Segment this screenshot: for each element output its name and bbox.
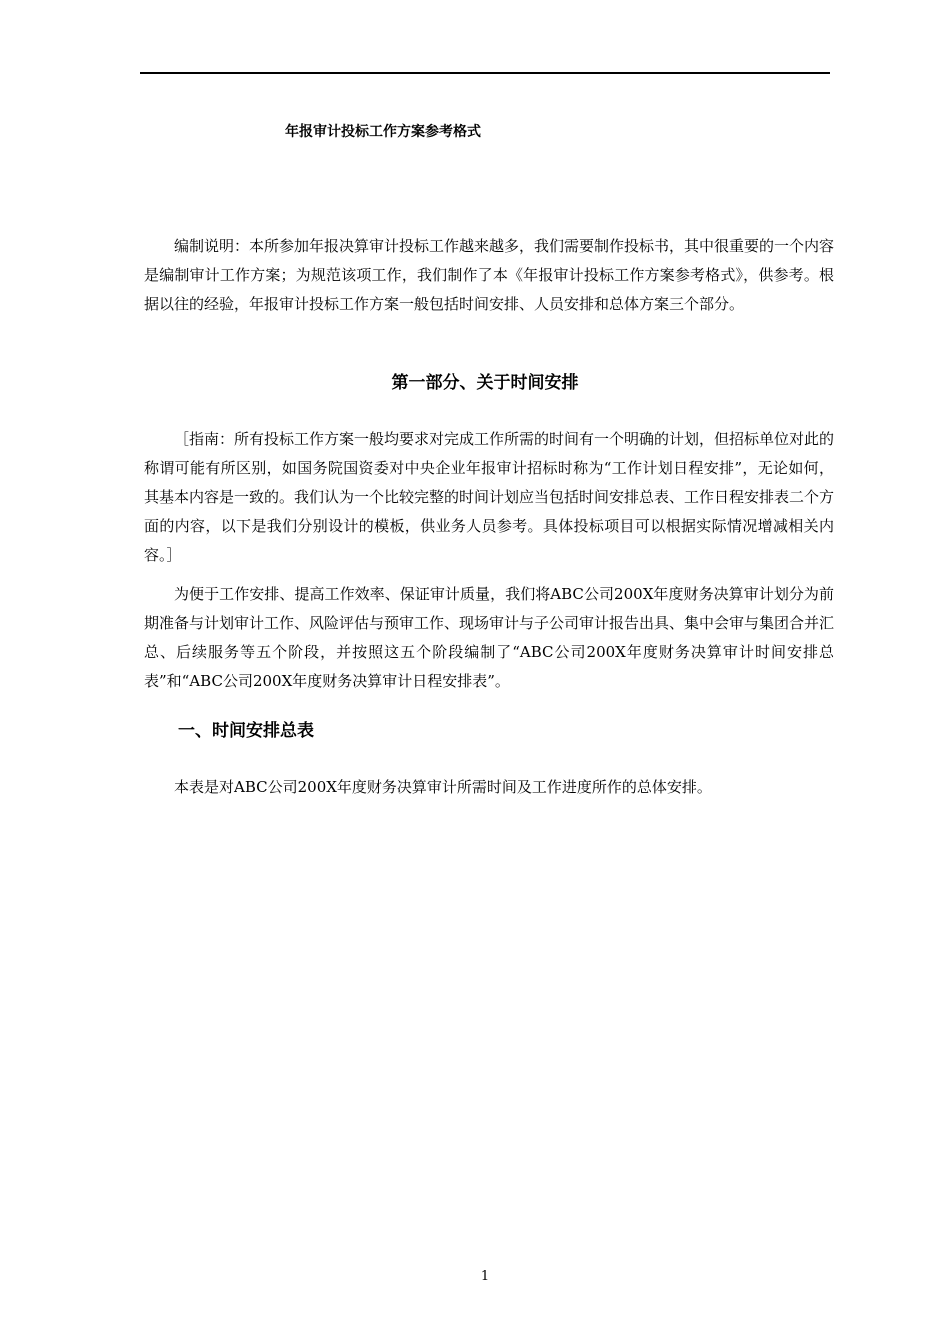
sub-heading: 一、时间安排总表	[178, 721, 314, 741]
header-rule	[140, 72, 830, 74]
plan-paragraph: 为便于工作安排、提高工作效率、保证审计质量，我们将ABC公司200X年度财务决算审计划分为前期准备与计划审计工作、风险评估与预审工作、现场审计与子公司审计报告出具、集中会审与集团合并汇总、后续服务等五个阶段，并按照这五个阶段编制了“ABC公司200X年度财务决算审计时间安排总表”和“ABC公司200X年度财务决算审计日程安排表”。	[144, 585, 835, 690]
intro-paragraph: 编制说明：本所参加年报决算审计投标工作越来越多，我们需要制作投标书，其中很重要的一个内容是编制审计工作方案；为规范该项工作，我们制作了本《年报审计投标工作方案参考格式》，供参考。根据以往的经验，年报审计投标工作方案一般包括时间安排、人员安排和总体方案三个部分。	[144, 237, 835, 313]
table-description: 本表是对ABC公司200X年度财务决算审计所需时间及工作进度所作的总体安排。	[174, 778, 712, 796]
section-heading: 第一部分、关于时间安排	[391, 373, 579, 393]
guide-paragraph: ［指南：所有投标工作方案一般均要求对完成工作所需的时间有一个明确的计划，但招标单位对此的称谓可能有所区别，如国务院国资委对中央企业年报审计招标时称为“工作计划日程安排”，无论如何，其基本内容是一致的。我们认为一个比较完整的时间计划应当包括时间安排总表、工作日程安排表二个方面的内容，以下是我们分别设计的模板，供业务人员参考。具体投标项目可以根据实际情况增减相关内容。］	[144, 430, 835, 564]
document-title: 年报审计投标工作方案参考格式	[285, 124, 481, 140]
page-number: 1	[480, 1269, 490, 1284]
